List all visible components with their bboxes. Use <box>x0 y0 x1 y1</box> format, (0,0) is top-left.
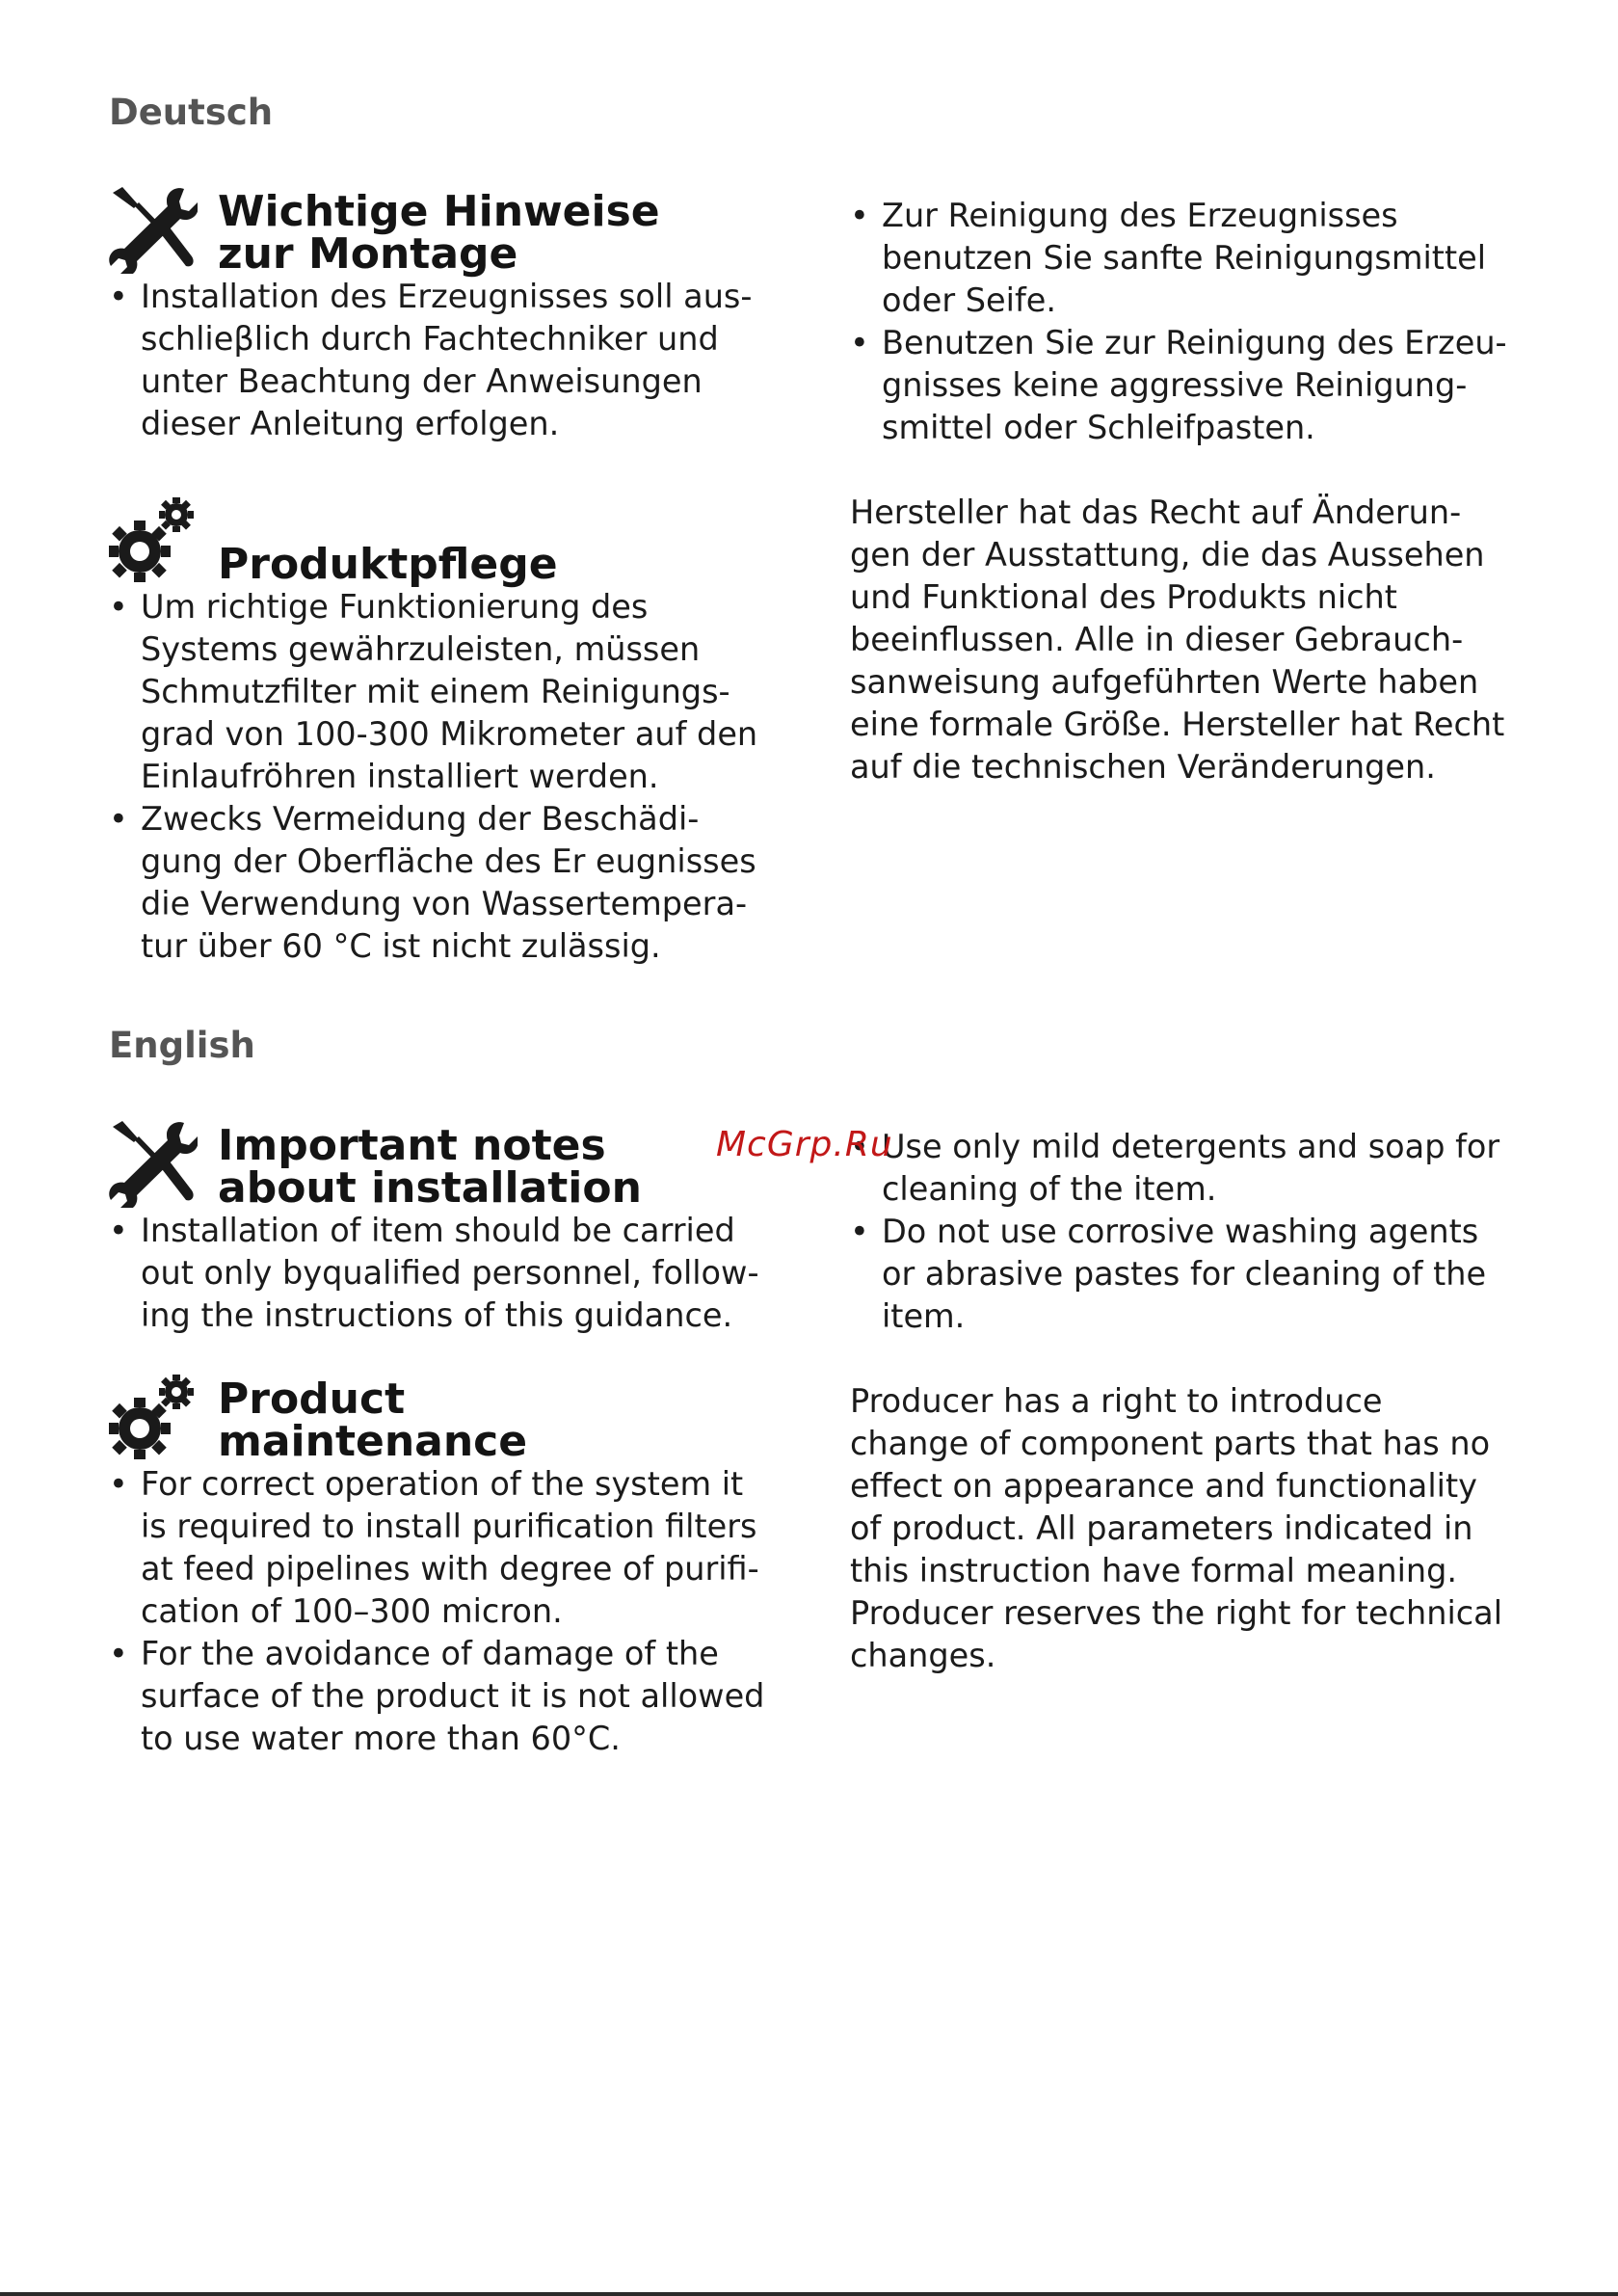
text-line: ing the instructions of this guidance. <box>141 1296 733 1334</box>
en-care-list <box>109 1463 774 1760</box>
list-item <box>850 195 1515 322</box>
de-install-title <box>218 187 660 279</box>
text-line: schlieβlich durch Fachtechniker und <box>141 320 719 358</box>
list-item <box>850 1126 1515 1211</box>
en-install-list <box>109 1210 774 1337</box>
text-line: at feed pipelines with degree of purifi- <box>141 1550 759 1588</box>
list-item <box>109 586 774 798</box>
en-care-title-line2: maintenance <box>218 1417 528 1466</box>
list-item <box>109 1463 774 1633</box>
de-install-title-line1: Wichtige Hinweise <box>218 187 660 236</box>
text-line: • For correct operation of the system it <box>141 1465 744 1503</box>
section-label-deutsch: Deutsch <box>109 92 274 133</box>
text-line: to use water more than 60°C. <box>141 1720 621 1757</box>
en-care-heading <box>109 1373 774 1466</box>
text-line: out only byqualified personnel, follow- <box>141 1254 759 1292</box>
text-line: this instruction have formal meaning. <box>850 1552 1458 1589</box>
text-line: Systems gewährzuleisten, müssen <box>141 630 701 668</box>
text-line: Hersteller hat das Recht auf Änderun- <box>850 494 1462 531</box>
text-line: of product. All parameters indicated in <box>850 1509 1473 1547</box>
text-line: auf die technischen Veränderungen. <box>850 748 1436 786</box>
de-manufacturer-note <box>850 492 1515 788</box>
de-cleaning-list <box>850 195 1515 449</box>
text-line: change of component parts that has no <box>850 1425 1491 1462</box>
text-line: Einlaufröhren installiert werden. <box>141 758 659 795</box>
en-install-heading <box>109 1119 774 1213</box>
text-line: • Use only mild detergents and soap for <box>882 1128 1500 1165</box>
text-line: die Verwendung von Wassertempera- <box>141 885 748 922</box>
text-line: • For the avoidance of damage of the <box>141 1635 719 1672</box>
text-line: Schmutzfilter mit einem Reinigungs- <box>141 673 730 710</box>
de-care-list <box>109 586 774 968</box>
text-line: grad von 100-300 Mikrometer auf den <box>141 715 758 753</box>
text-line: Producer has a right to introduce <box>850 1382 1383 1420</box>
tools-icon <box>109 185 198 274</box>
text-line: benutzen Sie sanfte Reinigungsmittel <box>882 239 1486 277</box>
text-line: • Installation des Erzeugnisses soll aus- <box>141 278 753 315</box>
en-install-title <box>218 1121 642 1213</box>
text-line: tur über 60 °C ist nicht zulässig. <box>141 927 661 965</box>
list-item <box>109 1210 774 1337</box>
text-line: dieser Anleitung erfolgen. <box>141 405 560 442</box>
text-line: or abrasive pastes for cleaning of the <box>882 1255 1487 1293</box>
text-line: • Um richtige Funktionierung des <box>141 588 649 626</box>
text-line: beeinflussen. Alle in dieser Gebrauch- <box>850 621 1464 658</box>
text-line: gen der Ausstattung, die das Aussehen <box>850 536 1485 574</box>
gears-icon <box>109 495 198 584</box>
text-line: is required to install purification filters <box>141 1508 757 1545</box>
text-line: unter Beachtung der Anweisungen <box>141 362 703 400</box>
text-line: • Zwecks Vermeidung der Beschädi- <box>141 800 700 838</box>
en-right-column <box>850 1126 1515 1677</box>
list-item <box>109 798 774 968</box>
text-line: eine formale Größe. Hersteller hat Recht <box>850 706 1505 743</box>
de-care-title <box>218 540 558 589</box>
list-item <box>109 276 774 445</box>
text-line: • Benutzen Sie zur Reinigung des Erzeu- <box>882 324 1507 361</box>
en-producer-note <box>850 1380 1515 1677</box>
en-install-title-line2: about installation <box>218 1163 642 1213</box>
text-line: item. <box>882 1297 966 1335</box>
gears-icon <box>109 1373 198 1461</box>
text-line: cleaning of the item. <box>882 1170 1217 1208</box>
list-item <box>850 1211 1515 1338</box>
text-line: • Installation of item should be carried <box>141 1212 735 1249</box>
text-line: surface of the product it is not allowed <box>141 1677 765 1715</box>
list-item <box>109 1633 774 1760</box>
en-care-title-line1: Product <box>218 1375 406 1424</box>
en-cleaning-list <box>850 1126 1515 1338</box>
text-line: effect on appearance and functionality <box>850 1467 1477 1505</box>
section-label-english: English <box>109 1025 255 1066</box>
text-line: gung der Oberfläche des Er eugnisses <box>141 842 756 880</box>
en-left-column <box>109 1119 774 1760</box>
de-left-column <box>109 185 774 968</box>
text-line: und Funktional des Produkts nicht <box>850 578 1397 616</box>
de-right-column <box>850 195 1515 788</box>
text-line: changes. <box>850 1637 996 1674</box>
de-care-heading <box>109 495 774 589</box>
text-line: Producer reserves the right for technical <box>850 1594 1503 1632</box>
text-line: • Zur Reinigung des Erzeugnisses <box>882 197 1398 234</box>
en-install-title-line1: Important notes <box>218 1121 606 1170</box>
text-line: sanweisung aufgeführten Werte haben <box>850 663 1479 701</box>
text-line: cation of 100–300 micron. <box>141 1592 563 1630</box>
de-install-heading <box>109 185 774 279</box>
text-line: smittel oder Schleifpasten. <box>882 409 1315 446</box>
list-item <box>850 322 1515 449</box>
tools-icon <box>109 1119 198 1208</box>
de-install-list <box>109 276 774 445</box>
text-line: gnisses keine aggressive Reinigung- <box>882 366 1468 404</box>
en-care-title <box>218 1375 528 1466</box>
text-line: oder Seife. <box>882 281 1057 319</box>
de-care-title-line1: Produktpflege <box>218 540 558 589</box>
de-install-title-line2: zur Montage <box>218 229 518 279</box>
watermark: McGrp.Ru <box>716 1125 893 1164</box>
bottom-divider <box>0 2292 1618 2296</box>
text-line: • Do not use corrosive washing agents <box>882 1213 1479 1250</box>
